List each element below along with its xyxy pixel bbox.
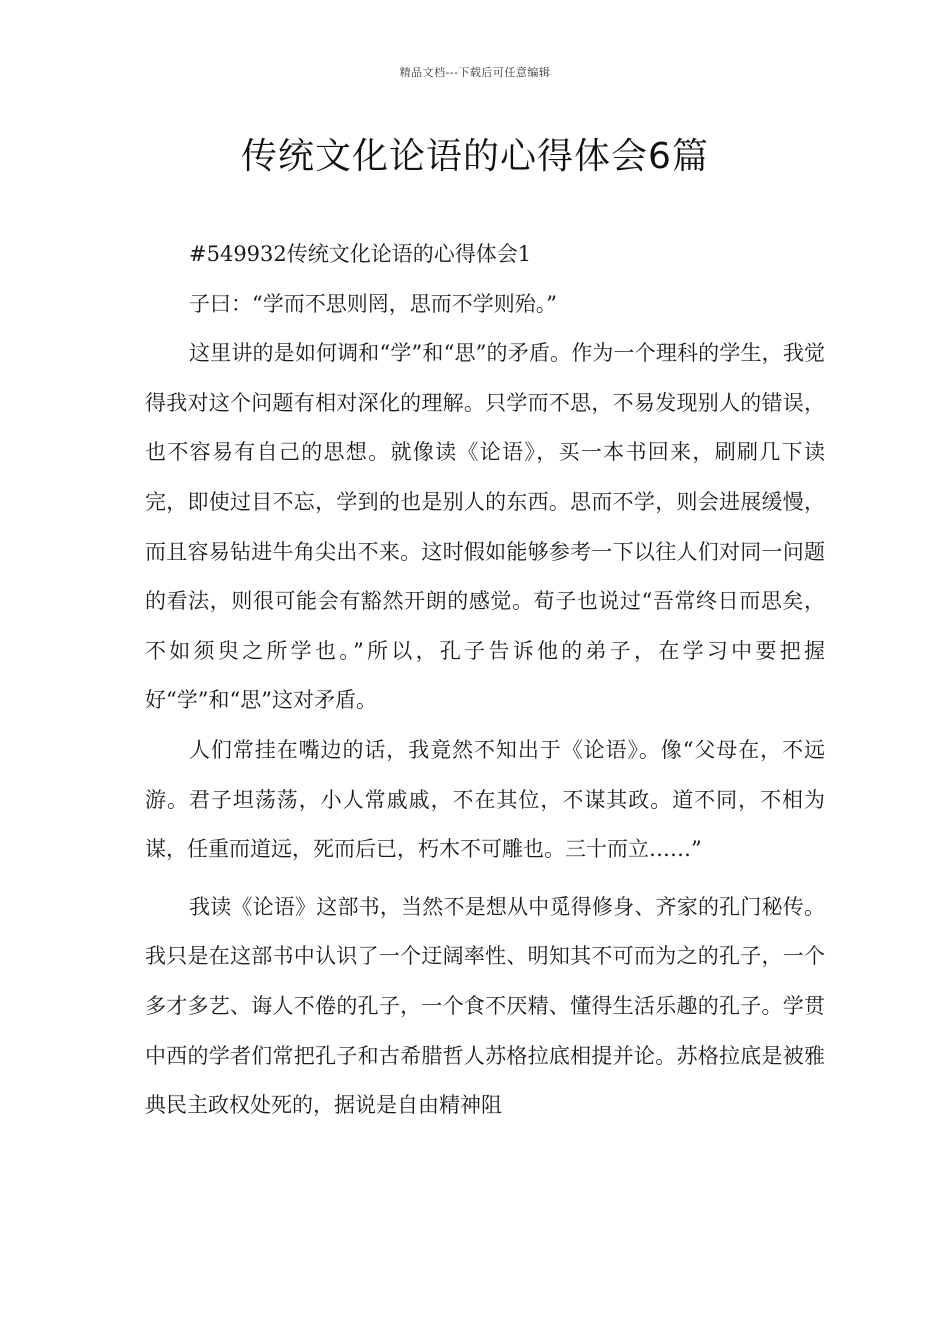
paragraph-quote: 子曰：“学而不思则罔，思而不学则殆。” xyxy=(189,291,557,316)
header-note: 精品文档---下载后可任意编辑 xyxy=(399,66,551,79)
document-body xyxy=(145,230,825,1131)
paragraph: 这里讲的是如何调和“学”和“思”的矛盾。作为一个理科的学生，我觉得我对这个问题有相对深化的理解。只学而不思，不易发现别人的错误，也不容易有自己的思想。就像读《论语》，买一本书回来，刷刷几下读完，即使过目不忘，学到的也是别人的东西。思而不学，则会进展缓慢，而且容易钻进牛角尖出不来。这时假如能够参考一下以往人们对同一问题的看法，则很可能会有豁然开朗的感觉。荀子也说过“吾常终日而思矣，不如须臾之所学也。”所以，孔子告诉他的弟子，在学习中要把握好“学”和“思”这对矛盾。 xyxy=(145,341,825,713)
paragraph: 我读《论语》这部书，当然不是想从中觅得修身、齐家的孔门秘传。我只是在这部书中认识了一个迂阔率性、明知其不可而为之的孔子，一个多才多艺、诲人不倦的孔子，一个食不厌精、懂得生活乐趣的孔子。学贯中西的学者们常把孔子和古希腊哲人苏格拉底相提并论。苏格拉底是被雅典民主政权处死的，据说是自由精神阻 xyxy=(145,894,825,1118)
paragraph: 人们常挂在嘴边的话，我竟然不知出于《论语》。像“父母在，不远游。君子坦荡荡，小人常戚戚，不在其位，不谋其政。道不同，不相为谋，任重而道远，死而后已，朽木不可雕也。三十而立……” xyxy=(145,737,825,862)
paragraph-heading: #549932传统文化论语的心得体会1 xyxy=(189,242,532,266)
document-title: 传统文化论语的心得体会6篇 xyxy=(241,136,709,177)
